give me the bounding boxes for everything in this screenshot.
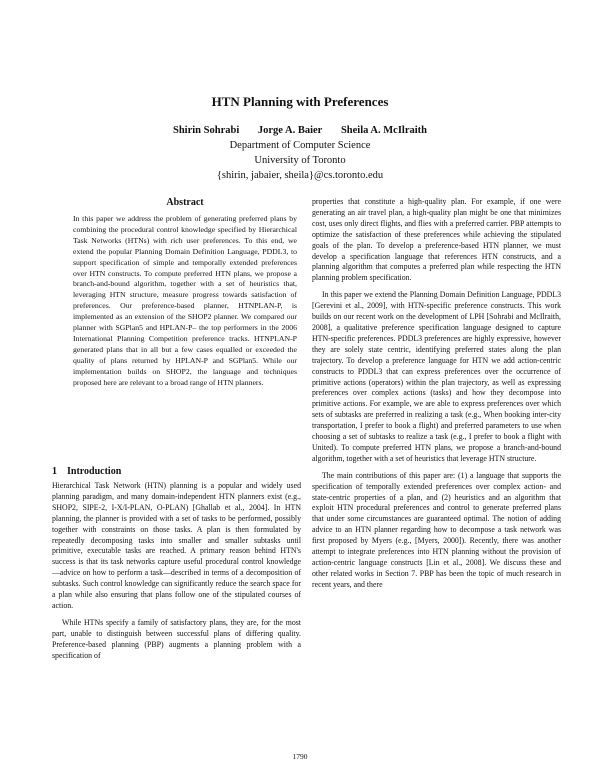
section-number: 1: [52, 466, 57, 477]
paragraph: In this paper we extend the Planning Domain Definition Language, PDDL3 [Gerevini et al., 2009], with HTN-specific preference constructs. This work builds on our recent work on the development of LPH [Sohrabi and McIlraith, 2008], a qualitative preference specification language designed to capture HTN-specific preferences. PDDL3 preferences are highly expressive, however they are solely state centric, identifying preferred states along the plan trajectory. To develop a preference language for HTN we add action-centric constructs to PDDL3 that can express preferences over the occurrence of primitive actions (operators) within the plan trajectory, as well as expressing preferences over complex actions (tasks) and how they decompose into primitive actions. For example, we are able to express preferences over which sets of subtasks are preferred in realizing a task (e.g., When booking inter-city transportation, I prefer to book a flight) and preferred parameters to use when choosing a set of subtasks to realize a task (e.g., I prefer to book a flight with United). To compute preferred HTN plans, we propose a branch-and-bound algorithm, together with a set of heuristics that leverage HTN structure.: [312, 290, 561, 463]
author-list: [0, 125, 600, 136]
introduction-body: [52, 481, 301, 668]
abstract-text: In this paper we address the problem of generating preferred plans by combining the procedural control knowledge specified by Hierarchical Task Networks (HTNs) with rich user preferences. To this end, we extend the popular Planning Domain Definition Language, PDDL3, to support specification of simple and temporally extended preferences over HTN constructs. To compute preferred HTN plans, we propose a branch-and-bound algorithm, together with a set of heuristics that, leveraging HTN structure, measure progress towards satisfaction of preferences. Our preference-based planner, HTNPLAN-P, is implemented as an extension of the SHOP2 planner. We compared our planner with SGPlan5 and HPLAN-P– the top performers in the 2006 International Planning Competition preference tracks. HTNPLAN-P generated plans that in all but a few cases equalled or exceeded the quality of plans returned by HPLAN-P and SGPlan5. While our implementation builds on SHOP2, the language and techniques proposed here are relevant to a broad range of HTN planners.: [73, 214, 297, 387]
paragraph: The main contributions of this paper are: (1) a language that supports the specification of temporally extended preferences over complex action- and state-centric properties of a plan, and (2) heuristics and an algorithm that exploit HTN procedural preferences and control to generate preferred plans that under some circumstances are guaranteed optimal. The notion of adding advice to an HTN planner regarding how to decompose a task network was first proposed by Myers (e.g., [Myers, 2000]). Recently, there was another attempt to integrate preferences into HTN planning without the provision of action-centric language constructs [Lin et al., 2008]. We discuss these and other related works in Section 7. PBP has been the topic of much research in recent years, and there: [312, 470, 561, 589]
author-name: Jorge A. Baier: [257, 125, 323, 136]
affiliation-email: {shirin, jabaier, sheila}@cs.toronto.edu: [216, 170, 384, 181]
author-name: Shirin Sohrabi: [173, 125, 240, 136]
author-name: Sheila A. McIlraith: [340, 125, 427, 136]
right-column-body: [312, 197, 561, 597]
affiliation-department: Department of Computer Science: [229, 140, 371, 151]
affiliation-university: University of Toronto: [254, 155, 346, 166]
paragraph: properties that constitute a high-quality plan. For example, if one were generating an air travel plan, a high-quality plan might be one that minimizes cost, uses only direct flights, and flies with a preferred carrier. PBP attempts to optimize the satisfaction of these preferences while achieving the stipulated goals of the plan. To develop a preference-based HTN planner, we must develop a specification language that references HTN constructs, and a planning algorithm that computes a preferred plan while respecting the HTN planning problem specification.: [312, 197, 561, 283]
section-heading-introduction: [52, 466, 300, 477]
page-number: 1790: [292, 752, 308, 761]
paper-title: HTN Planning with Preferences: [211, 94, 389, 109]
abstract-heading: Abstract: [166, 197, 204, 208]
section-title: Introduction: [67, 466, 122, 477]
paragraph: While HTNs specify a family of satisfactory plans, they are, for the most part, unable to distinguish between successful plans of differing quality. Preference-based planning (PBP) augments a planning problem with a specification of: [52, 617, 301, 660]
paragraph: Hierarchical Task Network (HTN) planning is a popular and widely used planning paradigm, and many domain-independent HTN planners exist (e.g., SHOP2, SIPE-2, I-X/I-PLAN, O-PLAN) [Ghallab et al., 2004]. In HTN planning, the planner is provided with a set of tasks to be performed, possibly together with constraints on those tasks. A plan is then formulated by repeatedly decomposing tasks into smaller and smaller subtasks until primitive, executable tasks are reached. A primary reason behind HTN's success is that its task networks capture useful procedural control knowledge—advice on how to perform a task—described in terms of a decomposition of subtasks. Such control knowledge can significantly reduce the search space for a plan while also ensuring that plans follow one of the stipulated courses of action.: [52, 481, 301, 610]
